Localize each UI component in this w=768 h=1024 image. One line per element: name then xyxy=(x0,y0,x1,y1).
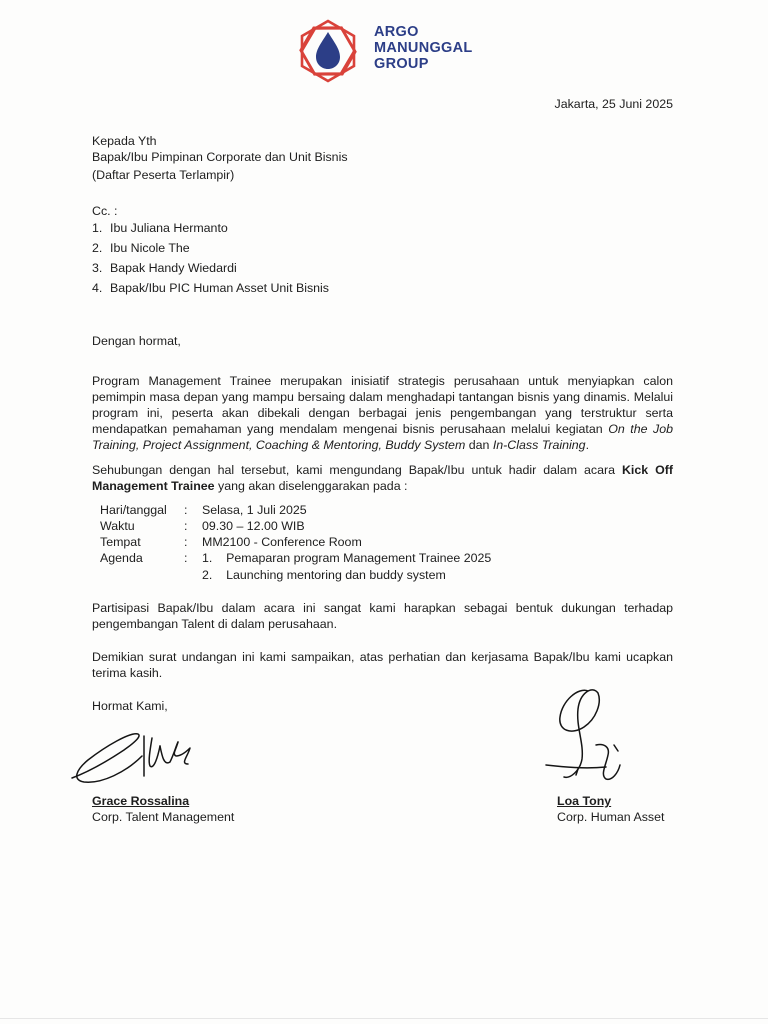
cc-item-name: Bapak/Ibu PIC Human Asset Unit Bisnis xyxy=(110,281,330,295)
cc-item-number: 1. xyxy=(92,221,103,235)
paragraph-italic-text: In-Class Training xyxy=(492,438,586,452)
signatory-title: Corp. Talent Management xyxy=(92,810,235,824)
signatory-name: Grace Rossalina xyxy=(92,794,190,808)
company-name-line-2: MANUNGGAL xyxy=(374,40,473,56)
paragraph-program-intro xyxy=(92,373,673,453)
signature-loa-tony xyxy=(540,683,636,793)
recipient-salutation: Kepada Yth xyxy=(92,134,157,148)
paragraph-italic-text: On the Job Training, Project Assignment, Coaching & Mentoring, Buddy System xyxy=(92,422,673,452)
cc-item-number: 4. xyxy=(92,281,103,295)
paragraph-text: Sehubungan dengan hal tersebut, kami mengundang Bapak/Ibu untuk hadir dalam acara xyxy=(92,463,622,477)
event-value: MM2100 - Conference Room xyxy=(202,535,362,549)
event-name: Kick Off Management Trainee xyxy=(92,463,674,493)
letter-date: Jakarta, 25 Juni 2025 xyxy=(554,97,673,111)
event-colon: : xyxy=(184,503,188,517)
paragraph-text: dan xyxy=(465,438,493,452)
recipient-note: (Daftar Peserta Terlampir) xyxy=(92,168,235,182)
cc-item-name: Ibu Juliana Hermanto xyxy=(110,221,228,235)
event-label: Tempat xyxy=(100,535,141,549)
paragraph-text: Program Management Trainee merupakan inisiatif strategis perusahaan untuk menyiapkan calon pemimpin masa depan yang mampu bersaing dalam menghadapi tantangan bisnis yang dinamis. Melalui program ini, peserta akan dibekali dengan berbagai jenis pengembangan yang terstruktur serta mendapatkan pemahaman yang mendalam mengenai bisnis perusahaan melalui kegiatan xyxy=(92,374,673,436)
droplet-in-hexagon-icon xyxy=(294,18,362,84)
event-colon: : xyxy=(184,535,188,549)
cc-label: Cc. : xyxy=(92,204,118,218)
paragraph-closing: Demikian surat undangan ini kami sampaikan, atas perhatian dan kerjasama Bapak/Ibu kami ucapkan terima kasih. xyxy=(92,650,673,680)
recipient-name: Bapak/Ibu Pimpinan Corporate dan Unit Bisnis xyxy=(92,150,348,164)
event-value: 09.30 – 12.00 WIB xyxy=(202,519,305,533)
paragraph-text: yang akan diselenggarakan pada : xyxy=(214,479,408,493)
cc-item-name: Ibu Nicole The xyxy=(110,241,190,255)
event-colon: : xyxy=(184,551,188,565)
company-name-line-1: ARGO xyxy=(374,24,419,40)
signatory-name: Loa Tony xyxy=(557,794,612,808)
company-name-line-3: GROUP xyxy=(374,56,429,72)
cc-item-number: 2. xyxy=(92,241,103,255)
paragraph-text: . xyxy=(585,438,590,452)
event-label: Agenda xyxy=(100,551,143,565)
cc-item-number: 3. xyxy=(92,261,103,275)
signatory-title: Corp. Human Asset xyxy=(557,810,665,824)
paragraph-participation: Partisipasi Bapak/Ibu dalam acara ini sangat kami harapkan sebagai bentuk dukungan terhadap pengembangan Talent di dalam perusahaan. xyxy=(92,601,673,631)
event-colon: : xyxy=(184,519,188,533)
company-logo xyxy=(294,18,494,84)
agenda-item: 1. Pemaparan program Management Trainee 2025 xyxy=(202,551,492,565)
event-label: Hari/tanggal xyxy=(100,503,167,517)
closing-phrase: Hormat Kami, xyxy=(92,699,168,713)
signature-grace-rossalina xyxy=(66,726,202,792)
agenda-item: 2. Launching mentoring dan buddy system xyxy=(202,568,446,582)
page-edge-divider xyxy=(0,1018,768,1019)
event-value: Selasa, 1 Juli 2025 xyxy=(202,503,307,517)
cc-item-name: Bapak Handy Wiedardi xyxy=(110,261,237,275)
event-label: Waktu xyxy=(100,519,135,533)
paragraph-invitation xyxy=(92,462,673,494)
company-name xyxy=(374,24,473,72)
greeting: Dengan hormat, xyxy=(92,334,181,348)
